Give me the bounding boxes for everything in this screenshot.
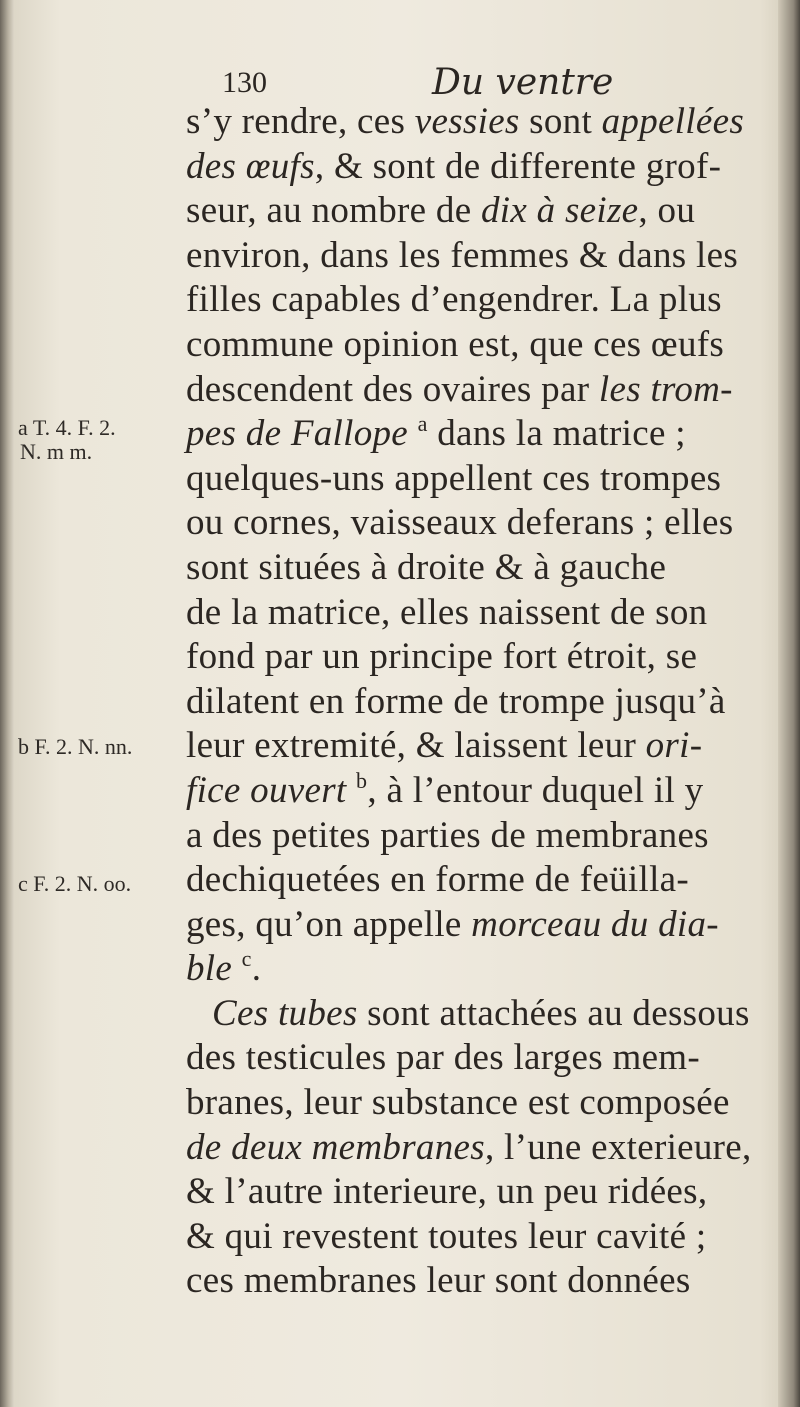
text-line [186, 769, 796, 814]
text-run: , ou [638, 190, 696, 232]
footnote-marker: c [241, 946, 252, 972]
text-run: de deux membranes [186, 1126, 485, 1168]
text-line [186, 680, 796, 725]
text-run [232, 948, 242, 989]
margin-note-line: N. m m. [20, 439, 93, 464]
text-line [186, 323, 796, 368]
footnote-marker: a [417, 411, 428, 437]
text-run: dilatent en forme de trompe jusqu’à [186, 680, 726, 722]
text-run: , & sont de differente grof- [314, 145, 722, 187]
text-run: quelques-uns appellent ces trompes [186, 457, 722, 499]
text-run: . [251, 948, 262, 990]
text-line [186, 189, 796, 234]
text-line [186, 1259, 796, 1304]
body-text [186, 100, 796, 1304]
text-run: dans la matrice ; [427, 413, 686, 455]
text-run: & qui revestent toutes leur cavité ; [186, 1215, 707, 1257]
text-run: filles capables d’engendrer. La plus [186, 279, 722, 321]
text-line [186, 1126, 796, 1171]
text-run: , à l’entour duquel il y [367, 769, 704, 811]
text-line [186, 457, 796, 502]
text-run: des testicules par des larges mem- [186, 1037, 700, 1079]
text-run: Ces tubes [212, 992, 358, 1034]
text-run: morceau du dia- [471, 903, 719, 945]
text-line [186, 992, 796, 1037]
margin-note-line: a T. 4. F. 2. [18, 415, 116, 440]
text-run: ges, qu’on appelle [186, 903, 472, 945]
text-line [186, 903, 796, 948]
text-run: sont attachées au dessous [357, 992, 750, 1034]
margin-note-line: b F. 2. N. nn. [18, 734, 133, 759]
text-run: s’y rendre, ces [186, 101, 415, 142]
text-line [186, 1170, 796, 1215]
text-run: les trom- [598, 368, 733, 410]
page-gutter-shadow [0, 0, 14, 1407]
text-line [186, 501, 796, 546]
text-run: environ, dans les femmes & dans les [186, 234, 739, 276]
text-line [186, 234, 796, 279]
text-line [186, 100, 796, 145]
margin-note-line: c F. 2. N. oo. [18, 871, 132, 896]
text-run: sont [519, 101, 602, 142]
text-line [186, 635, 796, 680]
text-run [346, 770, 356, 811]
page-number: 130 [222, 66, 267, 99]
text-run: commune opinion est, que ces œufs [186, 323, 725, 365]
text-run [408, 413, 418, 454]
text-run: ces membranes leur sont données [186, 1260, 691, 1302]
text-line [186, 858, 796, 903]
text-run: sont situées à droite & à gauche [186, 546, 667, 588]
text-run: a des petites parties de membranes [186, 814, 709, 856]
text-run: vessies [414, 101, 520, 142]
text-line [186, 1215, 796, 1260]
text-run: ori- [645, 725, 703, 767]
text-run: seur, au nombre de [186, 190, 481, 232]
running-head: Du ventre [432, 62, 614, 103]
text-line [186, 724, 796, 769]
text-run: ble [186, 948, 233, 990]
text-line [186, 145, 796, 190]
footnote-marker: b [356, 767, 368, 793]
text-line [186, 412, 796, 457]
text-run: & l’autre interieure, un peu ridées, [186, 1171, 708, 1213]
text-run: appellées [601, 101, 745, 142]
text-line [186, 1081, 796, 1126]
text-run: branes, leur substance est composée [186, 1082, 730, 1124]
text-run: ou cornes, vaisseaux deferans ; elles [186, 502, 734, 544]
text-run: dix à seize [480, 190, 639, 232]
text-run: fice ouvert [186, 769, 347, 811]
text-line [186, 368, 796, 413]
margin-note-b [18, 735, 188, 759]
text-line [186, 591, 796, 636]
text-run: pes de Fallope [186, 413, 409, 455]
text-line [186, 814, 796, 859]
text-run: descendent des ovaires par [186, 368, 599, 410]
text-run: dechiquetées en forme de feüilla- [186, 859, 689, 901]
text-line [186, 947, 796, 992]
margin-note-c [18, 872, 188, 896]
margin-note-a [18, 416, 188, 464]
text-run: leur extremité, & laissent leur [186, 725, 646, 767]
text-run: fond par un principe fort étroit, se [186, 636, 698, 678]
text-line [186, 546, 796, 591]
text-line [186, 278, 796, 323]
text-run: de la matrice, elles naissent de son [186, 591, 708, 633]
text-line [186, 1036, 796, 1081]
text-run: , l’une exterieure, [484, 1126, 752, 1168]
text-run: des œufs [186, 145, 315, 187]
